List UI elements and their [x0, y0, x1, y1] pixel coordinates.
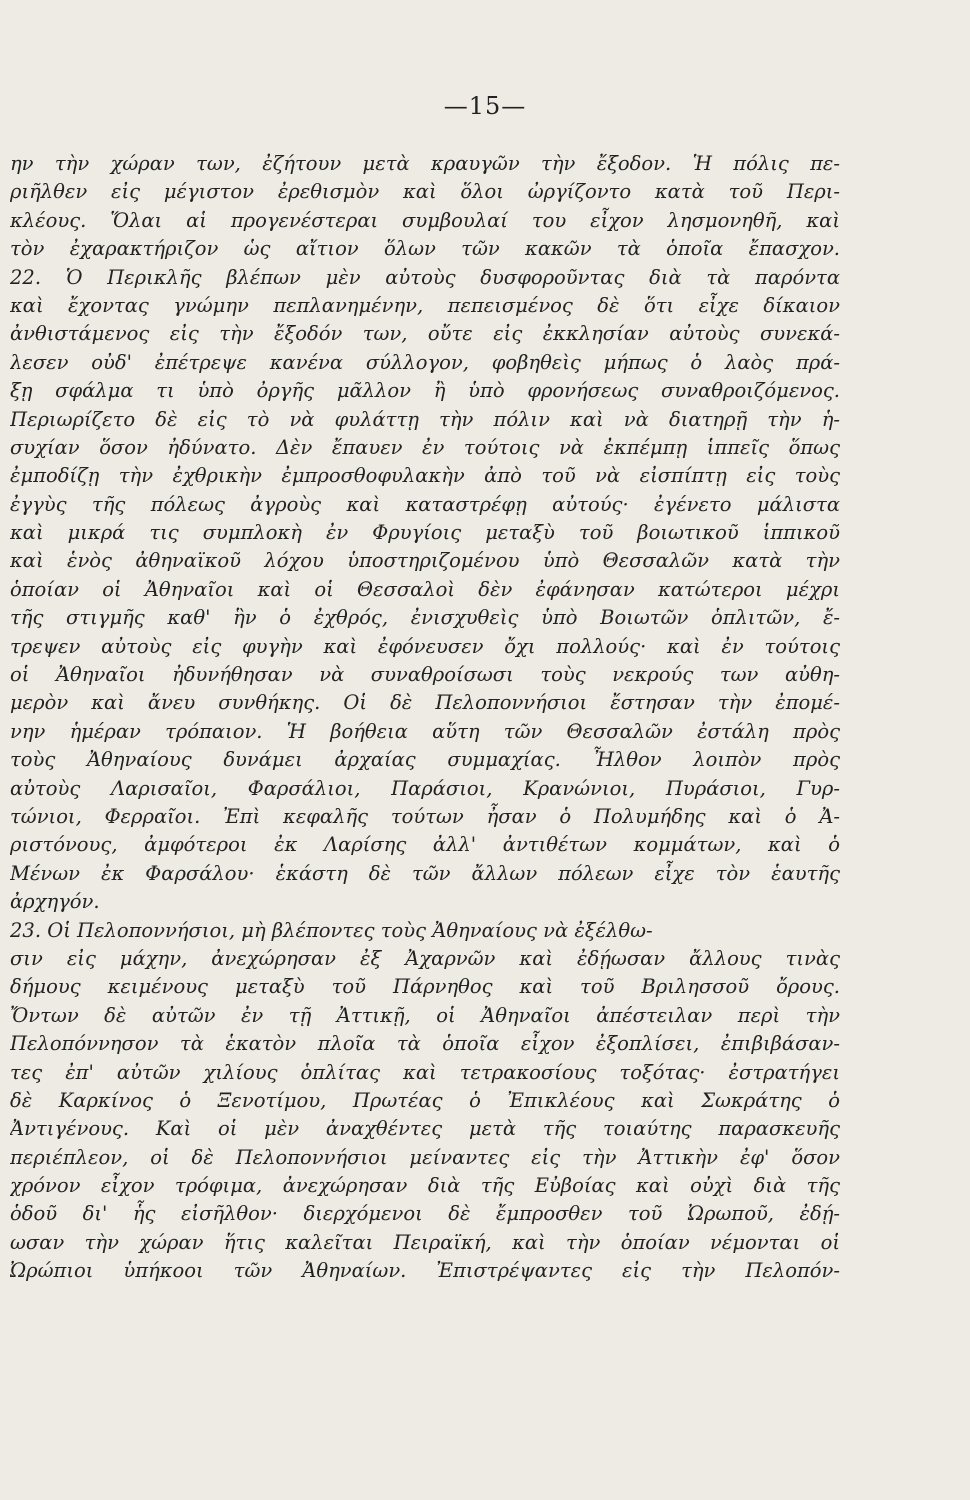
text-line: ριστόνους, ἀμφότεροι ἐκ Λαρίσης ἀλλ' ἀντιθέτων κομμάτων, καὶ ὁ — [10, 833, 840, 857]
text-line: Περιωρίζετο δὲ εἰς τὸ νὰ φυλάττῃ τὴν πόλιν καὶ νὰ διατηρῇ τὴν ἡ- — [10, 407, 840, 431]
text-line: αὐτοὺς Λαρισαῖοι, Φαρσάλιοι, Παράσιοι, Κρανώνιοι, Πυράσιοι, Γυρ- — [10, 776, 840, 800]
text-line: ἀνθιστάμενος εἰς τὴν ἔξοδόν των, οὔτε εἰς ἐκκλησίαν αὐτοὺς συνεκά- — [10, 322, 840, 346]
text-line: ωσαν τὴν χώραν ἥτις καλεῖται Πειραϊκή, καὶ τὴν ὁποίαν νέμονται οἱ — [10, 1230, 840, 1254]
text-line: ην τὴν χώραν των, ἐζήτουν μετὰ κραυγῶν τὴν ἔξοδον. Ἡ πόλις πε- — [10, 152, 840, 175]
text-line: δὲ Καρκίνος ὁ Ξενοτίμου, Πρωτέας ὁ Ἐπικλέους καὶ Σωκράτης ὁ — [10, 1088, 840, 1112]
text-line: ριῆλθεν εἰς μέγιστον ἐρεθισμὸν καὶ ὅλοι ὠργίζοντο κατὰ τοῦ Περι- — [10, 180, 840, 204]
text-line: τῆς στιγμῆς καθ' ἣν ὁ ἐχθρός, ἐνισχυθεὶς ὑπὸ Βοιωτῶν ὁπλιτῶν, ἔ- — [10, 606, 840, 630]
text-line: Ἀντιγένους. Καὶ οἱ μὲν ἀναχθέντες μετὰ τῆς τοιαύτης παρασκευῆς — [10, 1117, 840, 1141]
text-line: ἐγγὺς τῆς πόλεως ἀγροὺς καὶ καταστρέφῃ αὐτούς· ἐγένετο μάλιστα — [10, 492, 840, 516]
text-line: συχίαν ὅσον ἠδύνατο. Δὲν ἔπαυεν ἐν τούτοις νὰ ἐκπέμπῃ ἱππεῖς ὅπως — [10, 435, 840, 459]
text-line: Μένων ἐκ Φαρσάλου· ἑκάστη δὲ τῶν ἄλλων πόλεων εἶχε τὸν ἑαυτῆς — [10, 861, 840, 885]
text-line: ὁδοῦ δι' ἧς εἰσῆλθον· διερχόμενοι δὲ ἔμπροσθεν τοῦ Ὠρωποῦ, ἐδῄ- — [10, 1202, 840, 1226]
text-line: τρεψεν αὐτοὺς εἰς φυγὴν καὶ ἐφόνευσεν ὄχι πολλούς· καὶ ἐν τούτοις — [10, 634, 840, 658]
text-line: ἀρχηγόν. — [10, 890, 100, 914]
text-line: μερὸν καὶ ἄνευ συνθήκης. Οἱ δὲ Πελοποννήσιοι ἔστησαν τὴν ἐπομέ- — [10, 691, 840, 715]
text-line: 22. Ὁ Περικλῆς βλέπων μὲν αὐτοὺς δυσφοροῦντας διὰ τὰ παρόντα — [10, 265, 840, 289]
text-line: Ὠρώπιοι ὑπήκοοι τῶν Ἀθηναίων. Ἐπιστρέψαντες εἰς τὴν Πελοπόν- — [10, 1259, 840, 1283]
text-line: ὁποίαν οἱ Ἀθηναῖοι καὶ οἱ Θεσσαλοὶ δὲν ἐφάνησαν κατώτεροι μέχρι — [10, 577, 840, 601]
text-line: καὶ ἑνὸς ἀθηναϊκοῦ λόχου ὑποστηριζομένου ὑπὸ Θεσσαλῶν κατὰ τὴν — [10, 549, 840, 573]
text-line: τες ἐπ' αὐτῶν χιλίους ὁπλίτας καὶ τετρακοσίους τοξότας· ἐστρατήγει — [10, 1060, 840, 1084]
text-line: περιέπλεον, οἱ δὲ Πελοποννήσιοι μείναντες εἰς τὴν Ἀττικὴν ἐφ' ὅσον — [10, 1145, 840, 1169]
page-number: —15— — [443, 92, 527, 120]
text-line: Ὄντων δὲ αὐτῶν ἐν τῇ Ἀττικῇ, οἱ Ἀθηναῖοι ἀπέστειλαν περὶ τὴν — [10, 1003, 840, 1027]
body-text — [10, 150, 840, 1286]
text-line: οἱ Ἀθηναῖοι ἠδυνήθησαν νὰ συναθροίσωσι τοὺς νεκρούς των αὐθη- — [10, 663, 840, 687]
text-line: ἐμποδίζῃ τὴν ἐχθρικὴν ἐμπροσθοφυλακὴν ἀπὸ τοῦ νὰ εἰσπίπτῃ εἰς τοὺς — [10, 464, 840, 488]
text-line: τοὺς Ἀθηναίους δυνάμει ἀρχαίας συμμαχίας. Ἦλθον λοιπὸν πρὸς — [10, 748, 840, 772]
text-line: κλέους. Ὅλαι αἱ προγενέστεραι συμβουλαί του εἶχον λησμονηθῆ, καὶ — [10, 208, 840, 232]
text-line: Πελοπόννησον τὰ ἑκατὸν πλοῖα τὰ ὁποῖα εἶχον ἐξοπλίσει, ἐπιβιβάσαν- — [10, 1032, 840, 1056]
text-line: νην ἡμέραν τρόπαιον. Ἡ βοήθεια αὕτη τῶν Θεσσαλῶν ἐστάλη πρὸς — [10, 719, 840, 743]
text-line: ξῃ σφάλμα τι ὑπὸ ὀργῆς μᾶλλον ἢ ὑπὸ φρονήσεως συναθροιζόμενος. — [10, 379, 840, 403]
text-line: 23. Οἱ Πελοποννήσιοι, μὴ βλέποντες τοὺς Ἀθηναίους νὰ ἐξέλθω- — [10, 918, 653, 942]
text-line: τώνιοι, Φερραῖοι. Ἐπὶ κεφαλῆς τούτων ἦσαν ὁ Πολυμήδης καὶ ὁ Ἀ- — [10, 804, 840, 828]
text-line: σιν εἰς μάχην, ἀνεχώρησαν ἐξ Ἀχαρνῶν καὶ ἐδῄωσαν ἄλλους τινὰς — [10, 946, 840, 970]
text-line: καὶ μικρά τις συμπλοκὴ ἐν Φρυγίοις μεταξὺ τοῦ βοιωτικοῦ ἱππικοῦ — [10, 521, 840, 545]
text-line: καὶ ἔχοντας γνώμην πεπλανημένην, πεπεισμένος δὲ ὅτι εἶχε δίκαιον — [10, 293, 840, 317]
text-line: δήμους κειμένους μεταξὺ τοῦ Πάρνηθος καὶ τοῦ Βριλησσοῦ ὄρους. — [10, 975, 840, 999]
text-line: τὸν ἐχαρακτήριζον ὡς αἴτιον ὅλων τῶν κακῶν τὰ ὁποῖα ἔπασχον. — [10, 237, 840, 261]
text-line: χρόνον εἶχον τρόφιμα, ἀνεχώρησαν διὰ τῆς Εὐβοίας καὶ οὐχὶ διὰ τῆς — [10, 1174, 840, 1198]
text-line: λεσεν οὐδ' ἐπέτρεψε κανένα σύλλογον, φοβηθεὶς μήπως ὁ λαὸς πρά- — [10, 350, 840, 374]
